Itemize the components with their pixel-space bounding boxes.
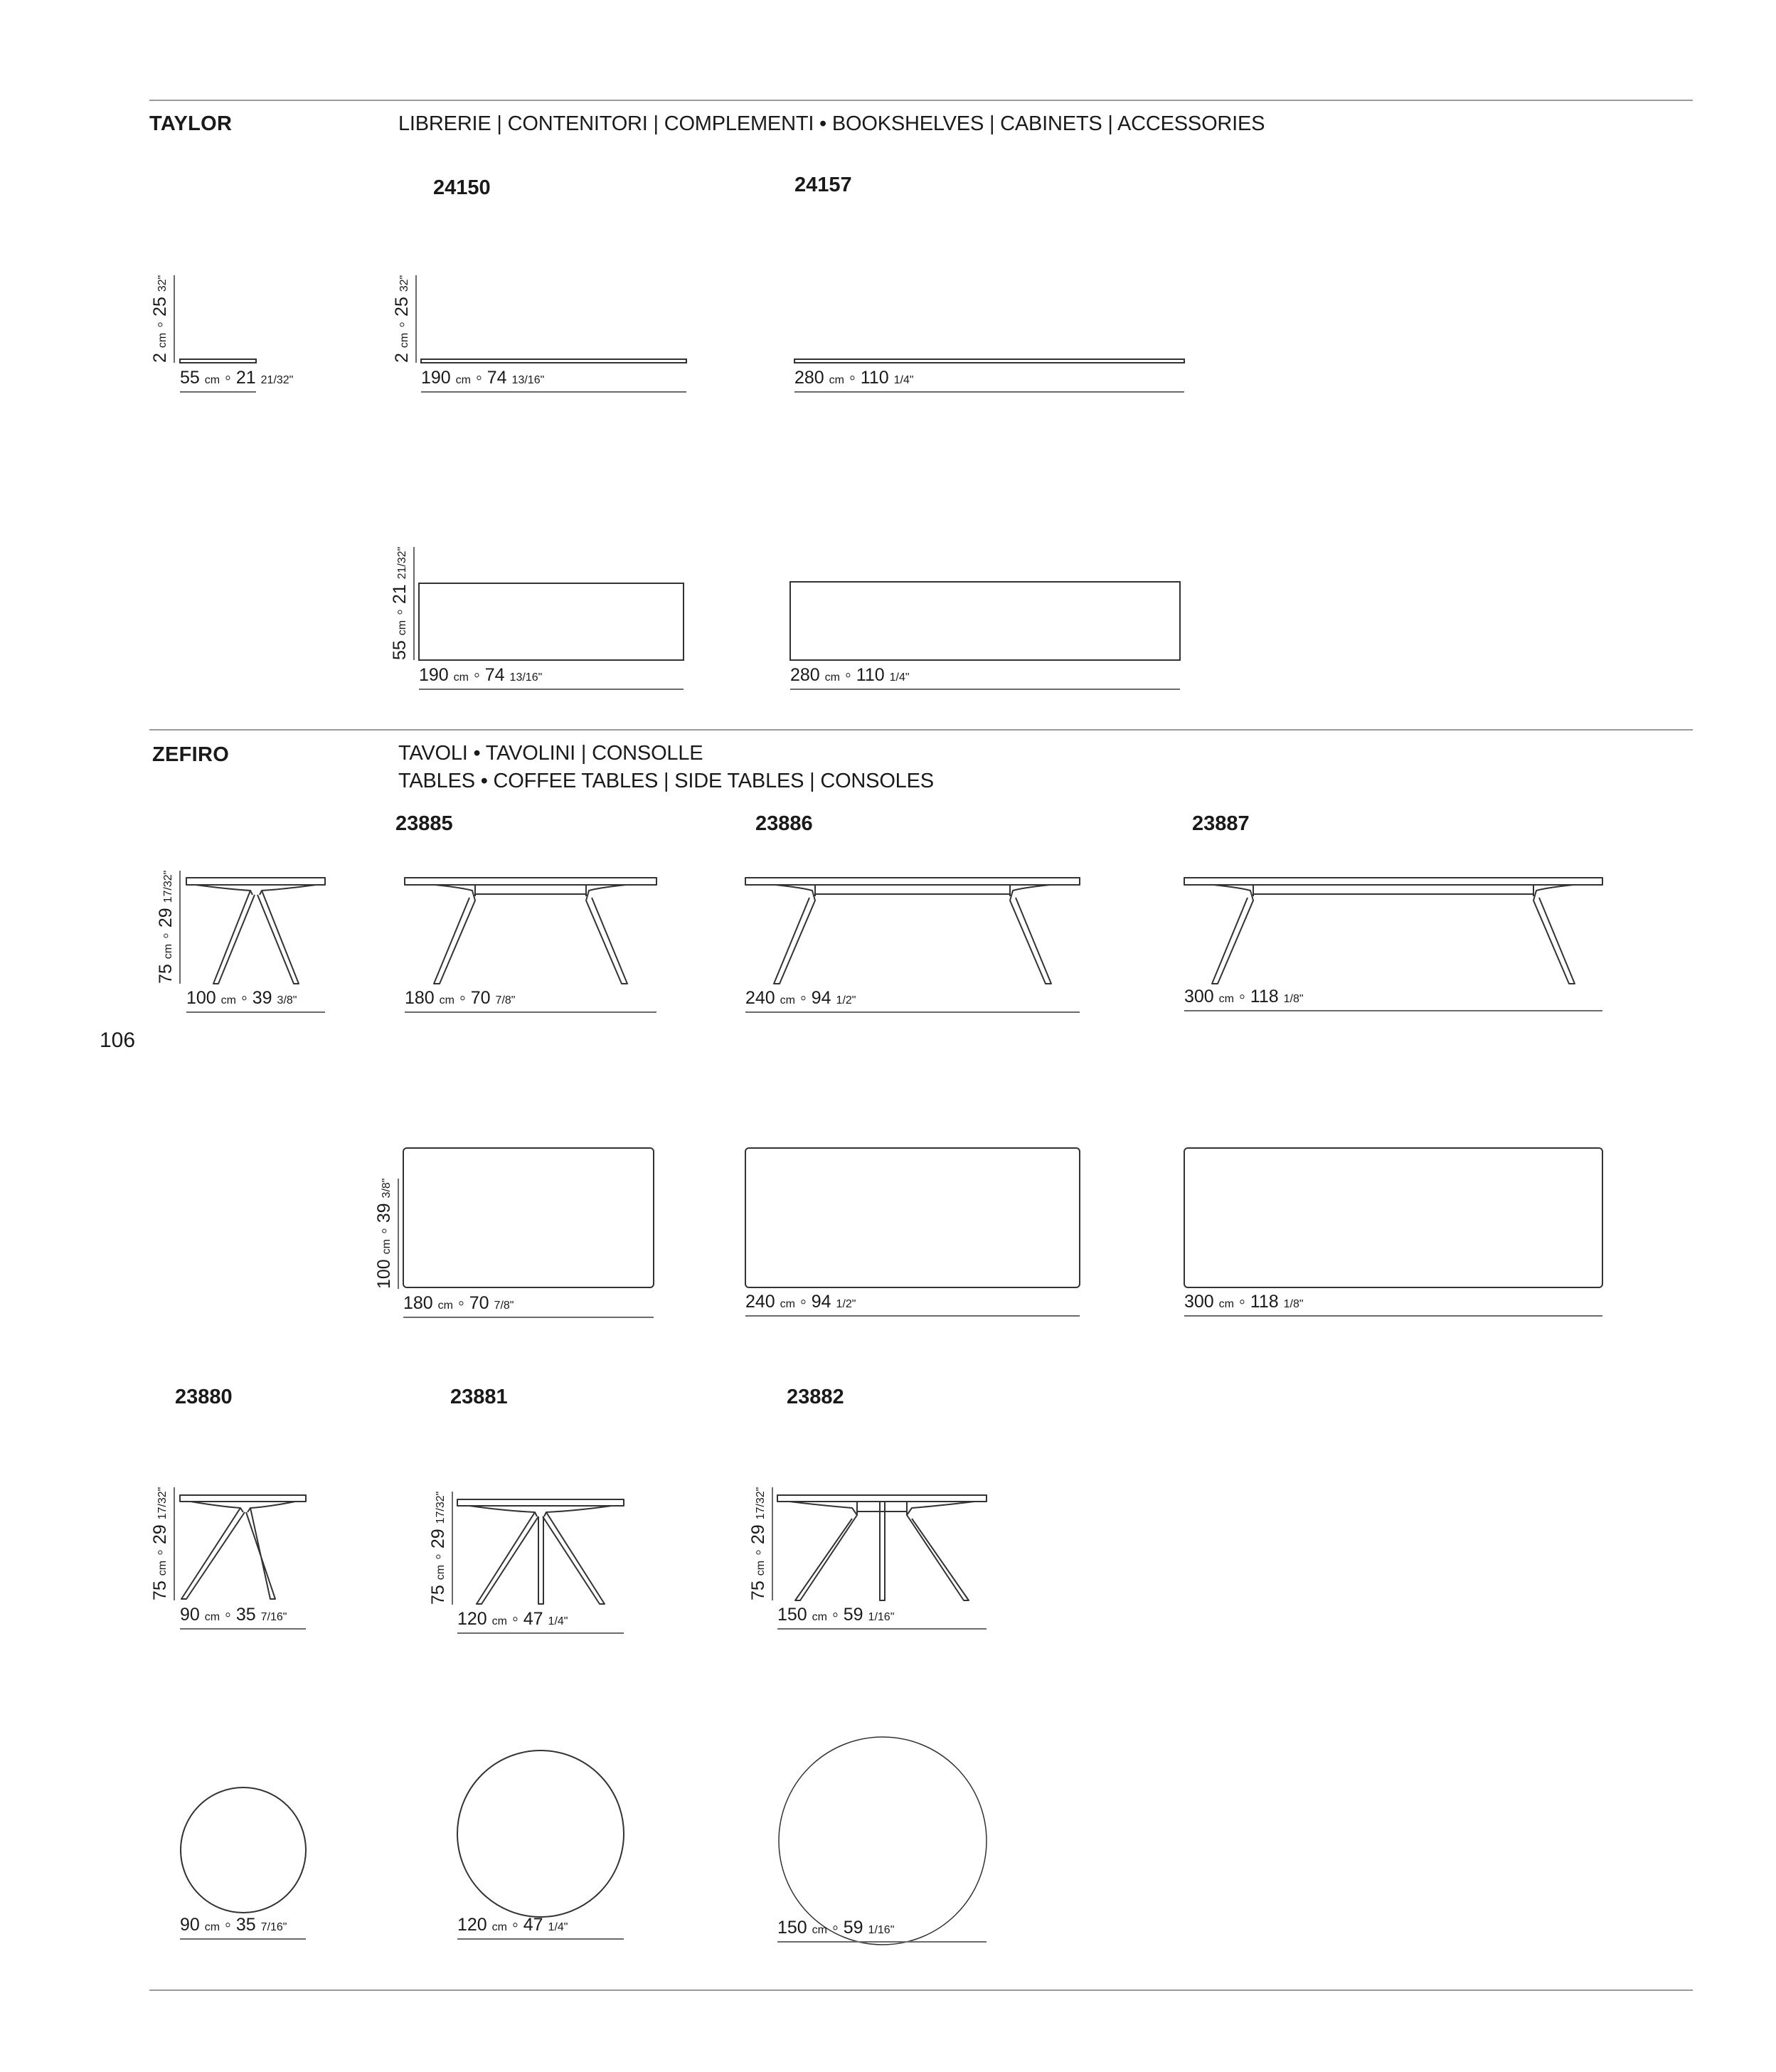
- zefiro-23881-height-dim: 75 cm ◦ 29 17/32": [429, 1492, 453, 1605]
- zefiro-23886-plan-dim: 240 cm ◦ 94 1/2": [745, 1292, 1080, 1317]
- zefiro-23880-height-dim: 75 cm ◦ 29 17/32": [151, 1487, 175, 1600]
- zefiro-23881-diameter-dim: 120 cm ◦ 47 1/4": [457, 1916, 624, 1940]
- zefiro-23886-elevation: [745, 878, 1080, 984]
- zefiro-23881-plan: [457, 1750, 624, 1917]
- taylor-side-width-dim: 55 cm ◦ 21 21/32": [180, 368, 256, 393]
- zefiro-brand: ZEFIRO: [152, 743, 230, 766]
- zefiro-23881-elevation: [457, 1499, 624, 1604]
- taylor-24150-plan-width-dim: 190 cm ◦ 74 13/16": [419, 666, 684, 690]
- product-code-24157: 24157: [794, 174, 852, 196]
- taylor-24150-height-dim: 2 cm ◦ 25 32": [393, 275, 417, 363]
- zefiro-plan-depth-dim: 100 cm ◦ 39 3/8": [375, 1179, 399, 1289]
- zefiro-23882-plan: [779, 1737, 987, 1945]
- product-code-23886: 23886: [755, 812, 813, 835]
- zefiro-23885-plan: [403, 1148, 654, 1287]
- product-code-23887: 23887: [1192, 812, 1250, 835]
- taylor-24157-plan-width-dim: 280 cm ◦ 110 1/4": [790, 666, 1180, 690]
- product-code-23882: 23882: [787, 1386, 844, 1408]
- zefiro-23886-plan: [745, 1148, 1080, 1287]
- taylor-24157-width-dim: 280 cm ◦ 110 1/4": [794, 368, 1184, 393]
- zefiro-23880-width-dim: 90 cm ◦ 35 7/16": [180, 1605, 306, 1630]
- zefiro-23887-plan: [1184, 1148, 1602, 1287]
- taylor-category-it: LIBRERIE | CONTENITORI | COMPLEMENTI: [398, 112, 814, 135]
- taylor-24150-depth-dim: 55 cm ◦ 21 21/32": [390, 547, 415, 660]
- taylor-side-height-dim: 2 cm ◦ 25 32": [151, 275, 175, 363]
- zefiro-23887-plan-dim: 300 cm ◦ 118 1/8": [1184, 1292, 1602, 1317]
- zefiro-category-en: TABLES • COFFEE TABLES | SIDE TABLES | CONSOLES: [398, 770, 934, 792]
- taylor-24150-width-dim: 190 cm ◦ 74 13/16": [421, 368, 686, 393]
- zefiro-category-it: TAVOLI • TAVOLINI | CONSOLLE: [398, 742, 703, 765]
- product-code-23881: 23881: [450, 1386, 508, 1408]
- product-code-24150: 24150: [433, 176, 491, 199]
- zefiro-side-height-dim: 75 cm ◦ 29 17/32": [156, 871, 181, 984]
- zefiro-23887-elevation: [1184, 878, 1602, 984]
- zefiro-23885-plan-dim: 180 cm ◦ 70 7/8": [403, 1294, 654, 1318]
- taylor-category-en: BOOKSHELVES | CABINETS | ACCESSORIES: [831, 112, 1265, 135]
- zefiro-23882-elevation: [777, 1495, 987, 1600]
- zefiro-23885-width-dim: 180 cm ◦ 70 7/8": [405, 989, 656, 1013]
- zefiro-23882-height-dim: 75 cm ◦ 29 17/32": [749, 1487, 773, 1600]
- zefiro-23880-elevation: [180, 1495, 306, 1599]
- product-code-23885: 23885: [395, 812, 453, 835]
- bottom-rule: [149, 1989, 1693, 1991]
- page-number: 106: [100, 1029, 136, 1052]
- product-code-23880: 23880: [175, 1386, 233, 1408]
- zefiro-23881-width-dim: 120 cm ◦ 47 1/4": [457, 1610, 624, 1634]
- zefiro-23885-elevation: [405, 878, 656, 984]
- zefiro-23880-plan: [181, 1787, 306, 1913]
- zefiro-23882-width-dim: 150 cm ◦ 59 1/16": [777, 1605, 987, 1630]
- zefiro-23880-diameter-dim: 90 cm ◦ 35 7/16": [180, 1916, 306, 1940]
- zefiro-side-width-dim: 100 cm ◦ 39 3/8": [186, 989, 325, 1013]
- zefiro-side-elevation: [186, 878, 325, 984]
- bullet: •: [819, 112, 826, 135]
- taylor-brand: TAYLOR: [149, 112, 233, 135]
- zefiro-23887-width-dim: 300 cm ◦ 118 1/8": [1184, 987, 1602, 1011]
- zefiro-23882-diameter-dim: 150 cm ◦ 59 1/16": [777, 1918, 987, 1943]
- zefiro-23886-width-dim: 240 cm ◦ 94 1/2": [745, 989, 1080, 1013]
